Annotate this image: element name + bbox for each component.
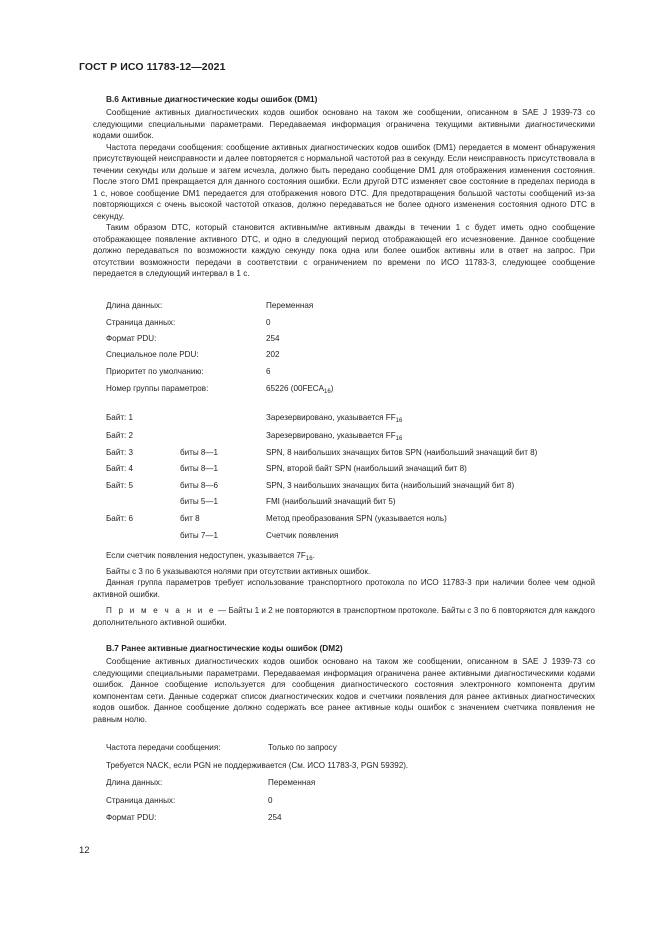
byte-label: Байт: 2 [106,431,134,440]
byte-description: FMI (наибольший значащий бит 5) [266,497,396,506]
byte-description [266,431,402,442]
param-value: 254 [268,813,282,822]
param-label: Номер группы параметров: [106,384,209,393]
section-heading-b7: B.7 Ранее активные диагностические коды ошибок (DM2) [106,643,343,653]
b6-after-text [93,550,595,628]
byte-label: Байт: 1 [106,413,134,422]
nack-text: Требуется NACK, если PGN не поддерживается (См. ИСО 11783-3, PGN 59392). [106,761,409,770]
transport-note: Данная группа параметров требует использование транспортного протокола по ИСО 11783-3 при наличии более чем одной активной ошибки. [93,578,595,599]
param-label: Формат PDU: [106,813,157,822]
byte-description [266,413,402,424]
section-heading-b6: B.6 Активные диагностические коды ошибок (DM1) [106,94,318,104]
b6-paragraph-2: Частота передачи сообщения: сообщение активных диагностических кодов ошибок (DM1) передается в момент обнаружения присутствующей неисправности и далее повторяется с нормальной частотой раз в секунду. Если неисправность присутствовала в течении секунды или дольше и затем исчезла, должно быть передано сообщение DM1 для отображения изменения состояния. После этого DM1 прекращается для данного состояния ошибки. Если другой DTC изменяет свое состояние в пределах периода в 1 с, новое сообщение DM1 передается для отображения нового DTC. Для предотвращения большой частоты сообщений из-за повторяющихся с очень высокой частотой отказов, должно передаваться не более одного изменения состояния одного DTC в секунду. [93,142,595,221]
bit-range: бит 8 [180,514,200,523]
param-label: Страница данных: [106,796,176,805]
b6-paragraph-3: Таким образом DTC, который становится активным/не активным дважды в течении 1 с будет иметь одно сообщение отображающее появление активного DTC, и одно в следующий период отображающей его исчезновение. Данное сообщение должно передаваться по возможности каждую секунду пока одна или более ошибок активны или в ответ на запрос. При отсутствии возможности передачи в соответствии с ограничением по времени по ИСО 11783-3, следующее сообщение передается в следующий интервал в 1 с. [93,223,595,278]
byte-description: Метод преобразования SPN (указывается ноль) [266,514,447,523]
param-label: Приоритет по умолчанию: [106,367,204,376]
b6-paragraph-1: Сообщение активных диагностических кодов ошибок основано на таком же сообщении, описанном в SAE J 1939-73 со следующими специальными параметрами. Передаваемая информация ограничена текущими активными диагностическими кодами ошибок. [93,108,595,140]
byte-description: SPN, 8 наибольших значащих битов SPN (наибольший значащий бит 8) [266,448,538,457]
byte-description: SPN, второй байт SPN (наибольший значащий бит 8) [266,464,467,473]
b7-paragraph-1: Сообщение активных диагностических кодов ошибок основано на таком же сообщении, описанном в SAE J 1939-73 со следующими специальными параметрами. Передаваемая информация ограничена ранее активными диагностическими кодами ошибок. Данное сообщение используется для сообщения диагностического состояния электронного компонента другим компонентам сети. Данные содержат список диагностических кодов и счетчики появления для ранее активных диагностических кодов ошибок. Данное сообщение должно содержать все ранее активные коды ошибок с значением счетчика появления не равным нолю. [93,657,595,724]
param-value-main: 65226 (00FECA [266,384,325,393]
bit-range: биты 8—1 [180,464,219,473]
param-label: Страница данных: [106,318,176,327]
byte-description: SPN, 3 наибольших значащих бита (наибольший значащий бит 8) [266,481,515,490]
page-number: 12 [79,845,90,856]
param-value: 202 [266,350,280,359]
param-value: Переменная [268,778,316,787]
bit-range: биты 5—1 [180,497,219,506]
remark-text: — Байты 1 и 2 не повторяются в транспортном протоколе. Байты с 3 по 6 повторяются для каждого дополнительного активной ошибки. [93,606,595,627]
freq-value: Только по запросу [268,743,337,752]
b6-body [93,107,595,280]
remark-label: П р и м е ч а н и е [106,606,216,615]
document-header: ГОСТ Р ИСО 11783-12—2021 [79,61,226,73]
counter-note-text: Если счетчик появления недоступен, указывается 7F [106,551,306,560]
byte-description: Счетчик появления [266,531,339,540]
byte-label: Байт: 6 [106,514,134,523]
param-label: Формат PDU: [106,334,157,343]
param-label: Специальное поле PDU: [106,350,199,359]
subscript: 16 [395,436,403,442]
freq-label: Частота передачи сообщения: [106,743,221,752]
b7-body [93,656,595,725]
byte-label: Байт: 5 [106,481,134,490]
byte-label: Байт: 4 [106,464,134,473]
param-value: Переменная [266,301,314,310]
counter-note [93,550,595,566]
remark [93,605,595,628]
subscript: 16 [324,389,331,395]
param-value [266,384,333,395]
zero-bytes-note: Байты с 3 по 6 указываются нолями при отсутствии активных ошибок. [106,566,371,576]
bit-range: биты 8—1 [180,448,219,457]
counter-note-tail: . [312,551,315,560]
bit-range: биты 7—1 [180,531,219,540]
param-value-tail: ) [330,384,334,393]
subscript: 16 [395,418,403,424]
param-label: Длина данных: [106,301,163,310]
byte-label: Байт: 3 [106,448,134,457]
bit-range: биты 8—6 [180,481,219,490]
param-value: 254 [266,334,280,343]
byte-description-text: Зарезервировано, указывается FF [266,413,396,422]
byte-description-text: Зарезервировано, указывается FF [266,431,396,440]
param-label: Длина данных: [106,778,163,787]
param-value: 6 [266,367,271,376]
subscript: 16 [305,556,313,562]
param-value: 0 [266,318,271,327]
param-value: 0 [268,796,273,805]
